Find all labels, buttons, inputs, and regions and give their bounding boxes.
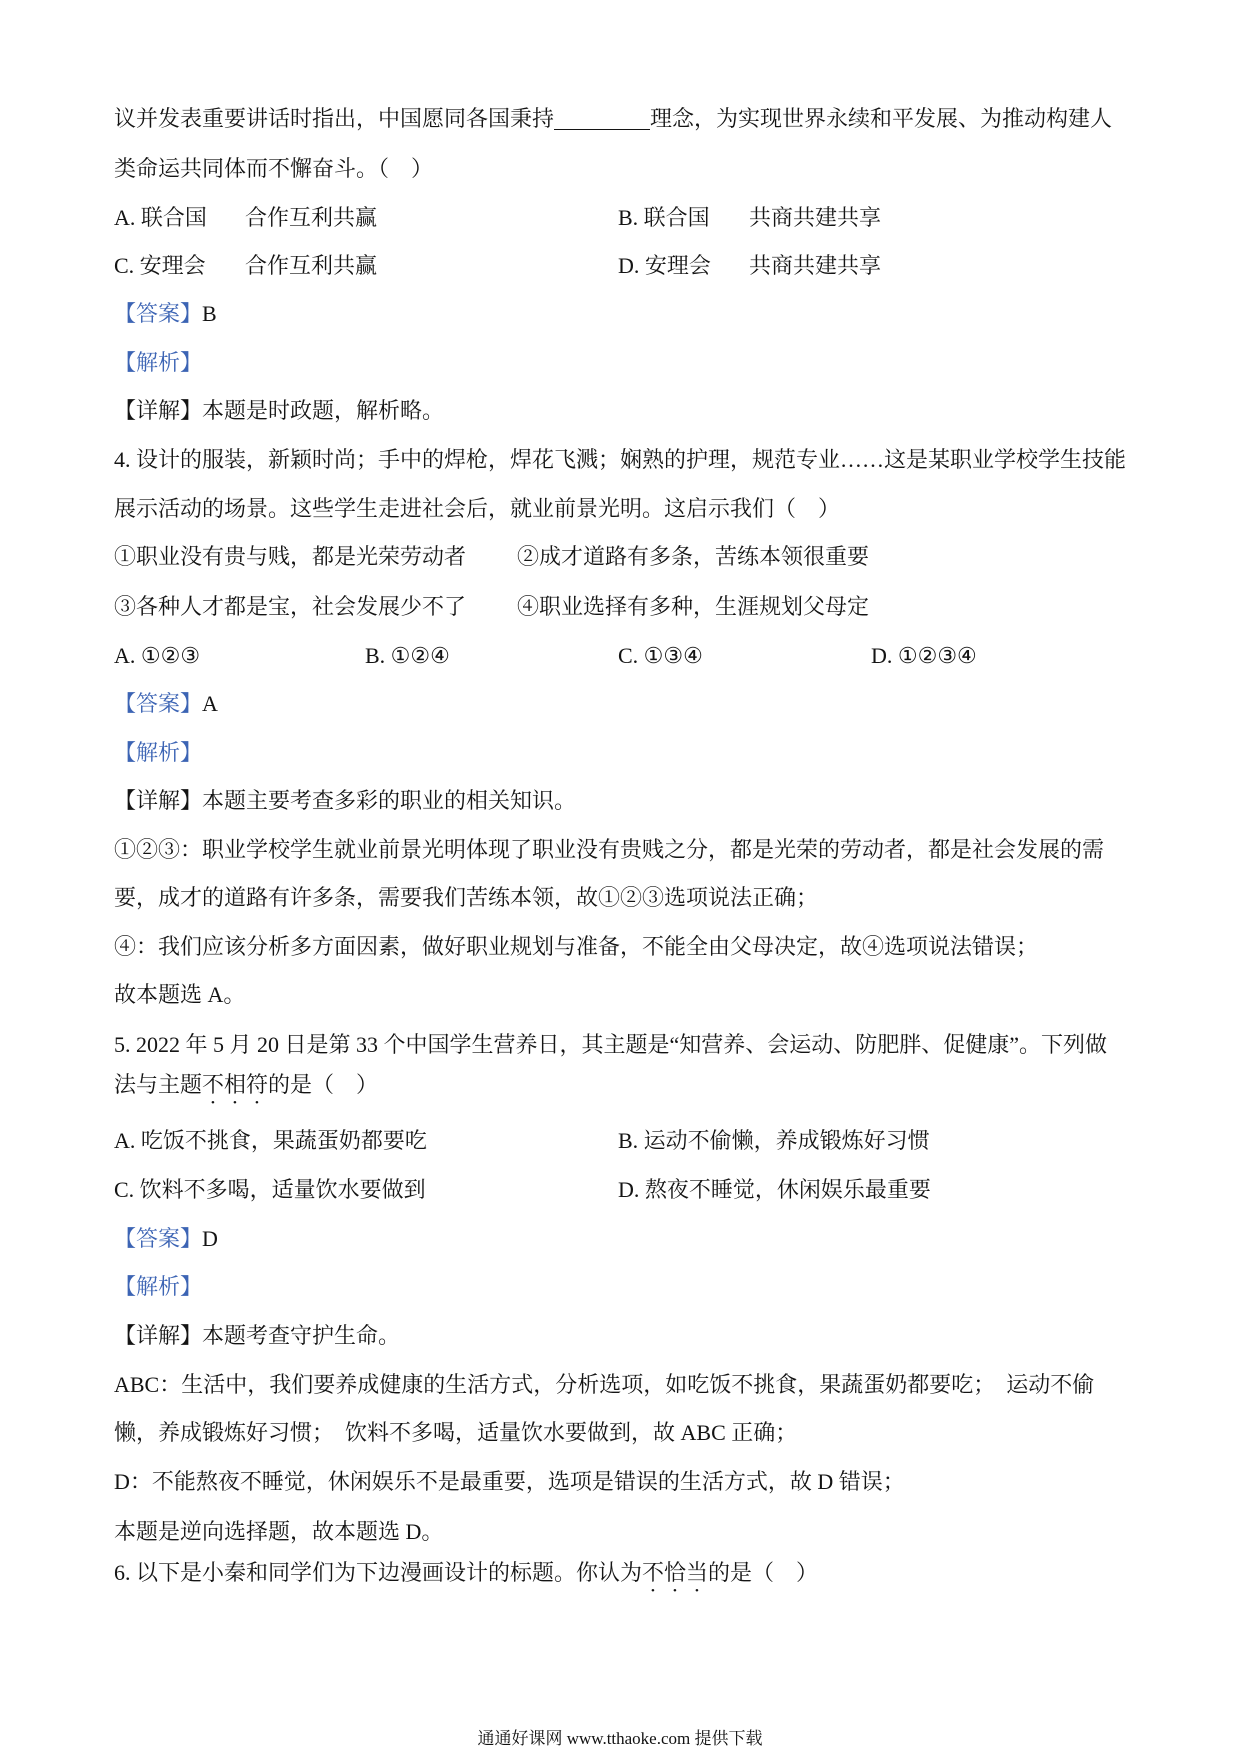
q5-stem-text-before: 法与主题	[114, 1072, 203, 1097]
q3-option-c-label: C. 安理会	[114, 253, 206, 278]
q3-option-d-text: 共商共建共享	[749, 253, 882, 278]
answer-value: D	[202, 1226, 218, 1251]
q4-detail-line-4	[114, 980, 245, 1010]
q4-detail	[114, 786, 576, 816]
q5-stem-text-after: 的是（ ）	[268, 1072, 379, 1097]
q5-detail-line-2	[114, 1418, 797, 1448]
q5-emphasized-text: 不相符	[202, 1072, 269, 1097]
analysis-label: 【解析】	[114, 350, 203, 375]
answer-label: 【答案】	[114, 691, 203, 716]
q3-options-row-2	[114, 251, 1114, 281]
q3-options-row-1	[114, 203, 1114, 233]
page-footer: 通通好课网 www.tthaoke.com 提供下载	[477, 1729, 763, 1748]
q4-analysis	[114, 738, 202, 768]
answer-label: 【答案】	[114, 301, 203, 326]
q4-option-b: B. ①②④	[365, 643, 450, 668]
q5-detail-line-4	[114, 1517, 443, 1547]
q6-stem	[114, 1558, 818, 1588]
answer-value: B	[202, 301, 217, 326]
q4-option-a: A. ①②③	[114, 643, 201, 668]
detail-line-text: ④：我们应该分析多方面因素，做好职业规划与准备，不能全由父母决定，故④选项说法错误；	[114, 934, 1039, 959]
detail-text: 本题考查守护生命。	[202, 1323, 401, 1348]
q4-option-c: C. ①③④	[618, 643, 703, 668]
q4-stem-text: 4. 设计的服装，新颖时尚；手中的焊枪，焊花飞溅；娴熟的护理，规范专业……这是某职业学校学生技能	[114, 447, 1127, 472]
answer-value: A	[202, 691, 218, 716]
q4-detail-line-2	[114, 883, 818, 913]
q5-answer	[114, 1224, 218, 1254]
q3-option-b	[618, 203, 882, 233]
q4-detail-line-1	[114, 835, 1104, 865]
detail-label: 【详解】	[114, 1323, 203, 1348]
detail-label: 【详解】	[114, 788, 203, 813]
detail-line-text: D：不能熬夜不睡觉，休闲娱乐不是最重要，选项是错误的生活方式，故 D 错误；	[114, 1469, 905, 1494]
q3-option-d	[618, 251, 882, 281]
q5-options-row-1	[114, 1126, 1114, 1156]
q5-detail	[114, 1321, 400, 1351]
q5-option-b: B. 运动不偷懒，养成锻炼好习惯	[618, 1128, 930, 1153]
detail-line-text: 本题是逆向选择题，故本题选 D。	[114, 1519, 444, 1544]
detail-label: 【详解】	[114, 398, 203, 423]
q3-option-b-label: B. 联合国	[618, 205, 710, 230]
analysis-label: 【解析】	[114, 740, 203, 765]
q5-option-a: A. 吃饭不挑食，果蔬蛋奶都要吃	[114, 1128, 427, 1153]
q4-option-d: D. ①②③④	[871, 643, 977, 668]
detail-line-text: 故本题选 A。	[114, 982, 246, 1007]
q5-options-row-2	[114, 1175, 1114, 1205]
q4-stem-text: 展示活动的场景。这些学生走进社会后，就业前景光明。这启示我们（ ）	[114, 496, 841, 521]
q4-statements-row-2	[114, 592, 1114, 622]
detail-text: 本题是时政题，解析略。	[202, 398, 445, 423]
q4-statement-1: ①职业没有贵与贱，都是光荣劳动者	[114, 544, 467, 569]
q4-stem-line-1	[114, 445, 1126, 475]
q3-stem-line-2	[114, 154, 433, 184]
q5-detail-line-3	[114, 1467, 905, 1497]
detail-line-text: ①②③：职业学校学生就业前景光明体现了职业没有贵贱之分，都是光荣的劳动者，都是社会发展的需	[114, 837, 1105, 862]
q4-answer	[114, 689, 218, 719]
detail-line-text: ABC：生活中，我们要养成健康的生活方式，分析选项，如吃饭不挑食，果蔬蛋奶都要吃； 运动不偷	[114, 1372, 1095, 1397]
detail-text: 本题主要考查多彩的职业的相关知识。	[202, 788, 577, 813]
q4-statement-2: ②成才道路有多条，苦练本领很重要	[517, 544, 870, 569]
q4-stem-line-2	[114, 494, 840, 524]
q6-emphasized-text: 不恰当	[642, 1560, 709, 1585]
q3-option-a-text: 合作互利共赢	[245, 205, 378, 230]
answer-label: 【答案】	[114, 1226, 203, 1251]
detail-line-text: 懒，养成锻炼好习惯； 饮料不多喝，适量饮水要做到，故 ABC 正确；	[114, 1420, 798, 1445]
fill-in-blank-underline	[554, 129, 650, 130]
q3-option-b-text: 共商共建共享	[749, 205, 882, 230]
q5-stem-line-1	[114, 1030, 1107, 1060]
q3-answer	[114, 299, 217, 329]
q5-option-d: D. 熬夜不睡觉，休闲娱乐最重要	[618, 1177, 931, 1202]
q5-stem-line-2	[114, 1070, 378, 1100]
detail-line-text: 要，成才的道路有许多条，需要我们苦练本领，故①②③选项说法正确；	[114, 885, 819, 910]
q4-detail-line-3	[114, 932, 1038, 962]
q3-option-d-label: D. 安理会	[618, 253, 711, 278]
q4-options-row	[114, 641, 1114, 671]
q3-option-a	[114, 203, 378, 233]
q3-stem-text-before-blank: 议并发表重要讲话时指出，中国愿同各国秉持	[114, 106, 555, 131]
q5-analysis	[114, 1272, 202, 1302]
q6-stem-text-after: 的是（ ）	[708, 1560, 819, 1585]
q3-stem-text-after-blank: 理念，为实现世界永续和平发展、为推动构建人	[650, 106, 1113, 131]
q5-stem-text: 5. 2022 年 5 月 20 日是第 33 个中国学生营养日，其主题是“知营养、会运动、防肥胖、促健康”。下列做	[114, 1032, 1108, 1057]
q4-statement-3: ③各种人才都是宝，社会发展少不了	[114, 594, 467, 619]
q6-stem-text-before: 6. 以下是小秦和同学们为下边漫画设计的标题。你认为	[114, 1560, 643, 1585]
q4-statement-4: ④职业选择有多种，生涯规划父母定	[517, 594, 870, 619]
q3-analysis	[114, 348, 202, 378]
analysis-label: 【解析】	[114, 1274, 203, 1299]
q3-option-c	[114, 251, 378, 281]
q5-detail-line-1	[114, 1370, 1094, 1400]
q3-stem-line-1	[114, 104, 1112, 134]
q3-option-a-label: A. 联合国	[114, 205, 207, 230]
q3-option-c-text: 合作互利共赢	[245, 253, 378, 278]
q3-detail	[114, 396, 444, 426]
q5-option-c: C. 饮料不多喝，适量饮水要做到	[114, 1177, 426, 1202]
q4-statements-row-1	[114, 542, 1114, 572]
q3-stem-text: 类命运共同体而不懈奋斗。（ ）	[114, 156, 434, 181]
